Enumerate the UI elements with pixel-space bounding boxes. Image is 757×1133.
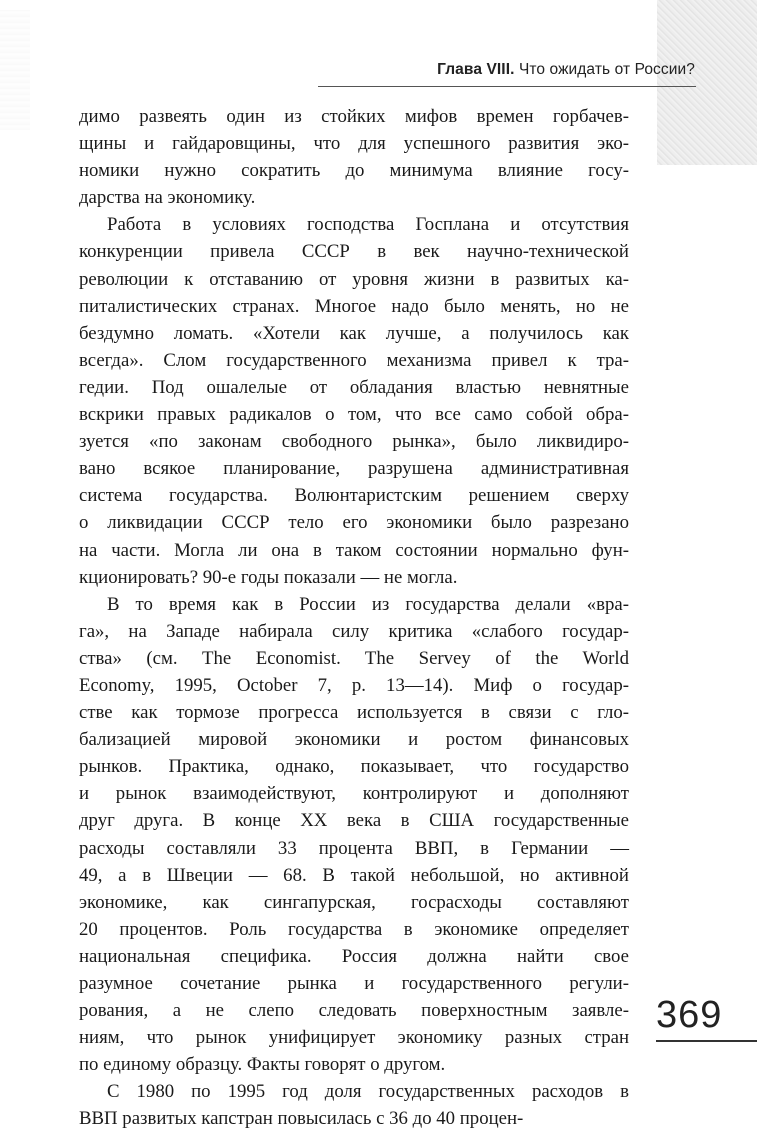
text-line: экономике, как сингапурская, госрасходы составляют (79, 891, 629, 913)
text-line: В то время как в России из государства делали «вра- (107, 593, 629, 615)
text-line: дарства на экономику. (79, 187, 256, 209)
text-line: расходы составляли 33 процента ВВП, в Германии — (79, 837, 629, 859)
text-line: кционировать? 90-е годы показали — не могла. (79, 566, 458, 588)
paragraph (79, 591, 629, 1079)
text-line: конкуренции привела СССР в век научно-технической (79, 241, 629, 263)
text-line: на части. Могла ли она в таком состоянии нормально фун- (79, 539, 629, 561)
text-line: по единому образцу. Факты говорят о другом. (79, 1054, 446, 1076)
text-line: зуется «по законам свободного рынка», было ликвидиро- (79, 431, 629, 453)
text-line: система государства. Волюнтаристским решением сверху (79, 485, 629, 507)
text-line: национальная специфика. Россия должна найти свое (79, 945, 629, 967)
paragraph (79, 211, 629, 590)
text-line: 49, а в Швеции — 68. В такой небольшой, но активной (79, 864, 629, 886)
text-line: бализацией мировой экономики и ростом финансовых (79, 729, 629, 751)
text-line: 20 процентов. Роль государства в экономике определяет (79, 918, 629, 940)
text-line: рынков. Практика, однако, показывает, что государство (79, 756, 629, 778)
scan-left-margin (0, 10, 30, 130)
text-line: о ликвидации СССР тело его экономики было разрезано (79, 512, 629, 534)
text-line: всегда». Слом государственного механизма привел к тра- (79, 349, 629, 371)
text-line: щины и гайдаровщины, что для успешного развития эко- (79, 133, 629, 155)
text-line: ства» (см. The Economist. The Servey of the World (79, 647, 629, 669)
text-line: номики нужно сократить до минимума влияние госу- (79, 160, 629, 182)
text-line: друг друга. В конце XX века в США государственные (79, 810, 629, 832)
paragraph (79, 103, 629, 211)
text-line: Работа в условиях господства Госплана и отсутствия (107, 214, 629, 236)
text-line: бездумно ломать. «Хотели как лучше, а получилось как (79, 322, 629, 344)
paragraph (79, 1078, 629, 1132)
text-line: ниям, что рынок унифицирует экономику разных стран (79, 1027, 629, 1049)
running-head-rule (318, 86, 696, 87)
chapter-title: Что ожидать от России? (518, 61, 695, 78)
text-line: га», на Западе набирала силу критика «слабого государ- (79, 620, 629, 642)
text-line: димо развеять один из стойких мифов времен горбачев- (79, 106, 629, 127)
text-line: гедии. Под ошалелые от обладания властью невнятные (79, 376, 629, 398)
scan-edge-shading (657, 0, 757, 165)
chapter-label: Глава VIII. (437, 61, 515, 78)
page-number-rule (656, 1040, 757, 1042)
text-line: разумное сочетание рынка и государственного регули- (79, 973, 629, 994)
text-line: стве как тормозе прогресса используется в связи с гло- (79, 702, 629, 724)
page-number: 369 (656, 994, 723, 1036)
body-text (79, 103, 629, 1133)
text-line: рования, а не слепо следовать поверхностным заявле- (79, 1000, 629, 1022)
text-line: ВВП развитых капстран повысилась с 36 до 40 процен- (79, 1108, 524, 1130)
text-line: питалистических странах. Многое надо было менять, но не (79, 295, 629, 317)
text-line: вскрики правых радикалов о том, что все само собой обра- (79, 404, 629, 426)
text-line: и рынок взаимодействуют, контролируют и дополняют (79, 783, 629, 805)
text-line: революции к отставанию от уровня жизни в развитых ка- (79, 268, 629, 290)
text-line: вано всякое планирование, разрушена административная (79, 458, 629, 480)
text-line: С 1980 по 1995 год доля государственных расходов в (107, 1081, 629, 1103)
text-line: Economy, 1995, October 7, p. 13—14). Миф о государ- (79, 674, 629, 696)
running-head (437, 61, 695, 79)
